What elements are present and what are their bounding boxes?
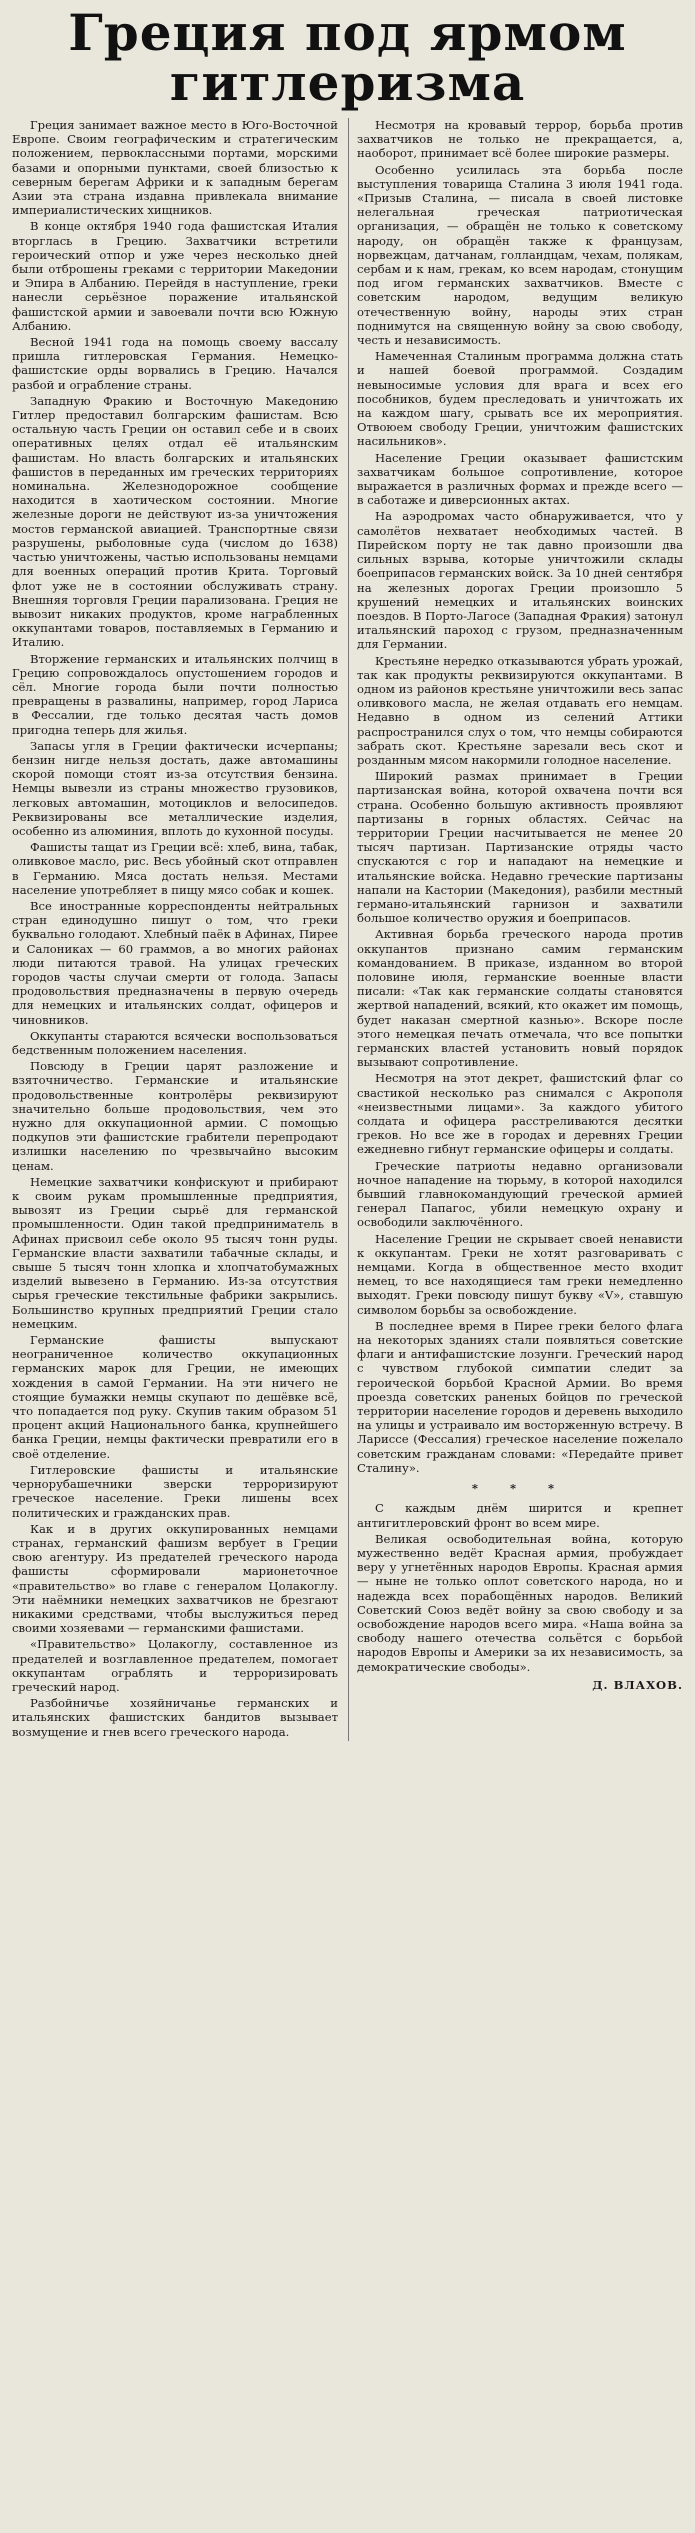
article-paragraph: Греческие патриоты недавно организовали ночное нападение на тюрьму, в которой находился бывший главнокомандующий греческой армией генерал Папагос, убили немецкую охрану и освободили заключённого. (357, 1158, 683, 1230)
article-paragraph: Несмотря на кровавый террор, борьба против захватчиков не только не прекращается, а, наоборот, принимает всё более широкие размеры. (357, 118, 683, 161)
article-paragraph: В последнее время в Пирее греки белого флага на некоторых зданиях стали появляться советские флаги и антифашистские лозунги. Греческий народ с чувством глубокой симпатии следит за героической борьбой Красной Армии. Во время проезда советских раненых бойцов по греческой территории население городов и деревень выходило на улицы и устраивало им восторженную встречу. В Лариссе (Фессалия) греческое население пожелало советским гражданам словами: «Передайте привет Сталину». (357, 1318, 683, 1475)
article-paragraph: Запасы угля в Греции фактически исчерпаны; бензин нигде нельзя достать, даже автомашины скорой помощи стоят из-за отсутствия бензина. Немцы вывезли из страны множество грузовиков, легковых автомашин, мотоциклов и велосипедов. Реквизированы все металлические изделия, особенно из алюминия, вплоть до кухонной посуды. (12, 738, 338, 838)
article-paragraph: Западную Фракию и Восточную Македонию Гитлер предоставил болгарским фашистам. Всю остальную часть Греции он оставил себе и в своих оперативных целях отдал её итальянским фашистам. Но власть болгарских и итальянских фашистов в переданных им греческих территориях номинальна. Железнодорожное сообщение находится в хаотическом состоянии. Многие железные дороги не действуют из-за уничтожения мостов германской авиацией. Транспортные связи разрушены, рыболовные суда (числом до 1638) частью уничтожены, частью использованы немцами для военных операций против Крита. Торговый флот уже не в состоянии обслуживать страну. Внешняя торговля Греции парализована. Греция не вывозит никаких продуктов, кроме награбленных оккупантами товаров, поставляемых в Германию и Италию. (12, 393, 338, 650)
article-paragraph: Разбойничье хозяйничанье германских и итальянских фашистских бандитов вызывает возмущение и гнев всего греческого народа. (12, 1696, 338, 1739)
article-paragraph: Население Греции не скрывает своей ненависти к оккупантам. Греки не хотят разговаривать с немцами. Когда в общественное место входит немец, то все находящиеся там греки немедленно выходят. Греки повсюду пишут букву «V», ставшую символом борьбы за освобождение. (357, 1231, 683, 1317)
article-paragraph: В конце октября 1940 года фашистская Италия вторглась в Грецию. Захватчики встретили героический отпор и уже через несколько дней были отброшены греками с территории Македонии и Эпира в Албанию. Перейдя в наступление, греки нанесли серьёзное поражение итальянской фашистской армии и завоевали почти всю Южную Албанию. (12, 219, 338, 333)
article-paragraph: Вторжение германских и итальянских полчищ в Грецию сопровождалось опустошением городов и сёл. Многие города были почти полностью превращены в развалины, например, город Лариса в Фессалии, где только десятая часть домов пригодна теперь для жилья. (12, 651, 338, 737)
article-paragraph: Германские фашисты выпускают неограниченное количество оккупационных германских марок для Греции, не имеющих хождения в самой Германии. На эти ничего не стоящие бумажки немцы скупают по дешёвке всё, что попадается под руку. Скупив таким образом 51 процент акций Национального банка, крупнейшего банка Греции, немцы фактически превратили его в своё отделение. (12, 1333, 338, 1461)
article-paragraph: Население Греции оказывает фашистским захватчикам большое сопротивление, которое выражается в различных формах и прежде всего — в саботаже и диверсионных актах. (357, 450, 683, 508)
left-column (12, 118, 338, 1741)
article-paragraph: На аэродромах часто обнаруживается, что у самолётов нехватает необходимых частей. В Пирейском порту не так давно произошли два сильных взрыва, которые уничтожили склады боеприпасов германских войск. За 10 дней сентября на железных дорогах Греции произошло 5 крушений немецких и итальянских воинских поездов. В Порто-Лагосе (Западная Фракия) затонул итальянский пароход с грузом, предназначенным для Германии. (357, 509, 683, 652)
article-paragraph: Повсюду в Греции царят разложение и взяточничество. Германские и итальянские продовольственные контролёры реквизируют значительно больше продовольствия, чем это нужно для оккупационной армии. С помощью подкупов эти фашистские грабители перепродают излишки населению по чрезвычайно высоким ценам. (12, 1059, 338, 1173)
article-paragraph: Фашисты тащат из Греции всё: хлеб, вина, табак, оливковое масло, рис. Весь убойный скот отправлен в Германию. Мяса достать нельзя. Местами население употребляет в пищу мясо собак и кошек. (12, 840, 338, 897)
article-paragraph: Гитлеровские фашисты и итальянские чернорубашечники зверски терроризируют греческое население. Греки лишены всех политических и гражданских прав. (12, 1462, 338, 1520)
article-paragraph: Все иностранные корреспонденты нейтральных стран единодушно пишут о том, что греки буквально голодают. Хлебный паёк в Афинах, Пирее и Салониках — 60 граммов, а во многих районах люди питаются травой. На улицах греческих городов часты случаи смерти от голода. Запасы продовольствия предназначены в первую очередь для немецких и итальянских солдат, офицеров и чиновников. (12, 898, 338, 1027)
article-paragraph: Особенно усилилась эта борьба после выступления товарища Сталина 3 июля 1941 года. «Призыв Сталина, — писала в своей листовке нелегальная греческая патриотическая организация, — обращён не только к советскому народу, он обращён также к французам, норвежцам, датчанам, голландцам, чехам, полякам, сербам и к нам, грекам, ко всем народам, стонущим под игом германских захватчиков. Вместе с советским народом, ведущим великую отечественную войну, народы этих стран поднимутся на священную войну за свою свободу, честь и независимость. (357, 162, 683, 348)
article-paragraph: «Правительство» Цолакоглу, составленное из предателей и возглавленное предателем, помогает оккупантам ограблять и терроризировать греческий народ. (12, 1637, 338, 1694)
article-paragraph: Несмотря на этот декрет, фашистский флаг со свастикой несколько раз снимался с Акрополя «неизвестными лицами». За каждого убитого солдата и офицера расстреливаются десятки греков. Но все же в городах и деревнях Греции ежедневно гибнут германские офицеры и солдаты. (357, 1071, 683, 1157)
article-paragraph: Активная борьба греческого народа против оккупантов признано самим германским командованием. В приказе, изданном во второй половине июля, германские военные власти писали: «Так как германские солдаты становятся жертвой нападений, всякий, кто окажет им помощь, будет наказан смертной казнью». Вскоре после этого немецкая печать отмечала, что все попытки германских властей установить новый порядок вызывают сопротивление. (357, 927, 683, 1070)
article-paragraph: Широкий размах принимает в Греции партизанская война, которой охвачена почти вся страна. Особенно большую активность проявляют партизаны в горных областях. Сейчас на территории Греции насчитывается не менее 20 тысяч партизан. Партизанские отряды часто спускаются с гор и нападают на немецкие и итальянские войска. Недавно греческие партизаны напали на Кастории (Македония), разбили местный германо-итальянский гарнизон и захватили большое количество оружия и боеприпасов. (357, 769, 683, 926)
headline-line-1: Греция под ярмом (68, 3, 627, 62)
author-signature: Д. ВЛАХОВ. (592, 1677, 683, 1692)
article-headline (12, 3, 683, 112)
article-paragraph: Весной 1941 года на помощь своему вассалу пришла гитлеровская Германия. Немецко-фашистские орды ворвались в Грецию. Начался разбой и ограбление страны. (12, 335, 338, 392)
article-paragraph: С каждым днём ширится и крепнет антигитлеровский фронт во всем мире. (357, 1501, 683, 1530)
article-paragraph: Крестьяне нередко отказываются убрать урожай, так как продукты реквизируются оккупантами. В одном из районов крестьяне уничтожили весь запас оливкового масла, не желая отдавать его немцам. Недавно в одном из селений Аттики распространился слух о том, что немцы собираются забрать скот. Крестьяне зарезали весь скот и розданным мясом накормили голодное население. (357, 653, 683, 767)
article-columns (12, 118, 683, 1741)
article-paragraph: Немецкие захватчики конфискуют и прибирают к своим рукам промышленные предприятия, вывозят из Греции сырьё для германской промышленности. Один такой предприниматель в Афинах присвоил себе около 95 тысяч тонн руды. Германские власти захватили табачные склады, и свыше 5 тысяч тонн хлопка и хлопчатобумажных изделий вывезено в Германию. Из-за отсутствия сырья греческие текстильные фабрики закрылись. Большинство крупных предприятий Греции стало немецким. (12, 1174, 338, 1331)
article-paragraph: Намеченная Сталиным программа должна стать и нашей боевой программой. Создадим невыносимые условия для врага и всех его пособников, будем преследовать и уничтожать их на каждом шагу, срывать все их мероприятия. Отвоюем свободу Греции, уничтожим фашистских насильников». (357, 349, 683, 449)
headline-line-2: гитлеризма (169, 53, 526, 112)
article-paragraph: Оккупанты стараются всячески воспользоваться бедственным положением населения. (12, 1028, 338, 1057)
article-paragraph: Греция занимает важное место в Юго-Восточной Европе. Своим географическим и стратегическим положением, первоклассными портами, морскими базами и опорными пунктами, своей близостью к северным берегам Африки и к западным берегам Азии эта страна издавна привлекала внимание империалистических хищников. (12, 118, 338, 218)
right-column (348, 118, 683, 1741)
article-paragraph: Как и в других оккупированных немцами странах, германский фашизм вербует в Греции свою агентуру. Из предателей греческого народа фашисты сформировали марионеточное «правительство» во главе с генералом Цолакоглу. Эти наёмники немецких захватчиков не брезгают никакими средствами, чтобы выслужиться перед своими хозяевами — германскими фашистами. (12, 1521, 338, 1636)
section-divider-stars: * * * (471, 1481, 569, 1496)
article-paragraph: Великая освободительная война, которую мужественно ведёт Красная армия, пробуждает веру у угнетённых народов Европы. Красная армия — ныне не только оплот советского народа, но и надежда всех порабощённых народов. Великий Советский Союз ведёт войну за свою свободу и за освобождение народов всего мира. «Наша война за свободу нашего отечества сольётся с борьбой народов Европы и Америки за их независимость, за демократические свободы». (357, 1531, 683, 1674)
